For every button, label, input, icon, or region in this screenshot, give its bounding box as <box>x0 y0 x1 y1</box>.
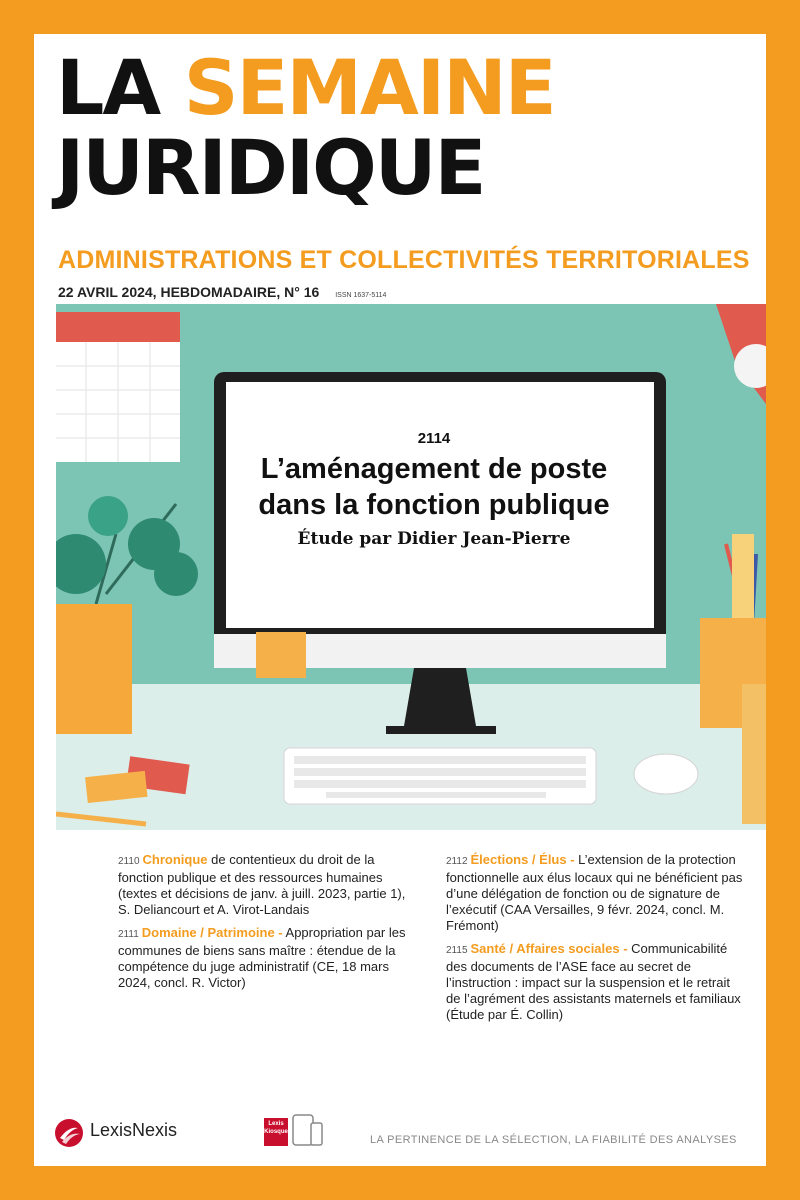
summary-text: de contentieux du droit de la fonction publique et des ressources humaines (textes et décisions de janv. à juill. 2023, partie 1), S. Deliancourt et A. Virot-Landais <box>118 852 406 917</box>
summary-code: 2110 <box>118 856 140 867</box>
summary-item[interactable] <box>118 852 418 918</box>
masthead-semaine: SEMAINE <box>183 43 555 132</box>
summary-text: L’extension de la protection fonctionnelle aux élus locaux qui ne bénéficient pas d’une délégation de fonction ou de signature de l’exécutif (CAA Versailles, 9 févr. 2024, concl. M. Frémont) <box>446 852 743 933</box>
edition-subtitle: ADMINISTRATIONS ET COLLECTIVITÉS TERRITORIALES <box>58 246 750 274</box>
masthead-la: LA <box>56 43 160 132</box>
summary-item[interactable] <box>118 925 418 991</box>
issue-date-number: 22 AVRIL 2024, HEBDOMADAIRE, N° 16 <box>58 284 320 300</box>
summary-code: 2111 <box>118 929 139 940</box>
issn: ISSN 1637-5114 <box>335 292 387 299</box>
feature-article[interactable] <box>224 384 644 614</box>
sticky-note-icon <box>256 632 306 678</box>
publisher-name: LexisNexis <box>90 1120 178 1140</box>
summary-text: Communicabilité des documents de l’ASE face au secret de l’instruction : impact sur la suspension et le retrait de l’agrément des assistants maternels et familiaux (Étude par É. Collin) <box>446 941 741 1022</box>
summary-rubric: Chronique <box>142 852 208 867</box>
summary-rubric: Domaine / Patrimoine - <box>141 925 283 940</box>
lexisnexis-logo-icon <box>54 1118 84 1148</box>
keyboard-icon <box>284 748 596 804</box>
article-number: 2114 <box>417 430 451 447</box>
article-headline: L’aménagement de poste dans la fonction publique <box>258 453 610 521</box>
kiosque-line-2: Kiosque <box>264 1129 288 1135</box>
issue-line <box>58 284 386 300</box>
magazine-cover <box>34 34 766 1166</box>
phone-icon <box>310 1122 324 1148</box>
summary-item[interactable] <box>446 852 746 934</box>
masthead <box>56 43 555 212</box>
summary-column-right <box>446 852 746 1030</box>
summary-code: 2112 <box>446 856 468 867</box>
calendar-icon <box>56 312 180 462</box>
masthead-juridique: JURIDIQUE <box>56 123 485 212</box>
article-author: Étude par Didier Jean-Pierre <box>297 529 571 549</box>
summary-code: 2115 <box>446 945 468 956</box>
summary-rubric: Élections / Élus - <box>470 852 575 867</box>
summary-column-left <box>118 852 418 998</box>
summary-rubric: Santé / Affaires sociales - <box>470 941 628 956</box>
summary-text: Appropriation par les communes de biens sans maître : étendue de la compétence du juge administratif (CE, 18 mars 2024, concl. R. Victor) <box>118 925 406 990</box>
footer <box>54 1112 754 1152</box>
kiosque-line-1: Lexis <box>268 1121 284 1127</box>
kiosque-label <box>264 1118 288 1146</box>
mouse-icon <box>634 754 698 794</box>
summary-item[interactable] <box>446 941 746 1023</box>
footer-tagline: LA PERTINENCE DE LA SÉLECTION, LA FIABILITÉ DES ANALYSES <box>370 1134 737 1146</box>
